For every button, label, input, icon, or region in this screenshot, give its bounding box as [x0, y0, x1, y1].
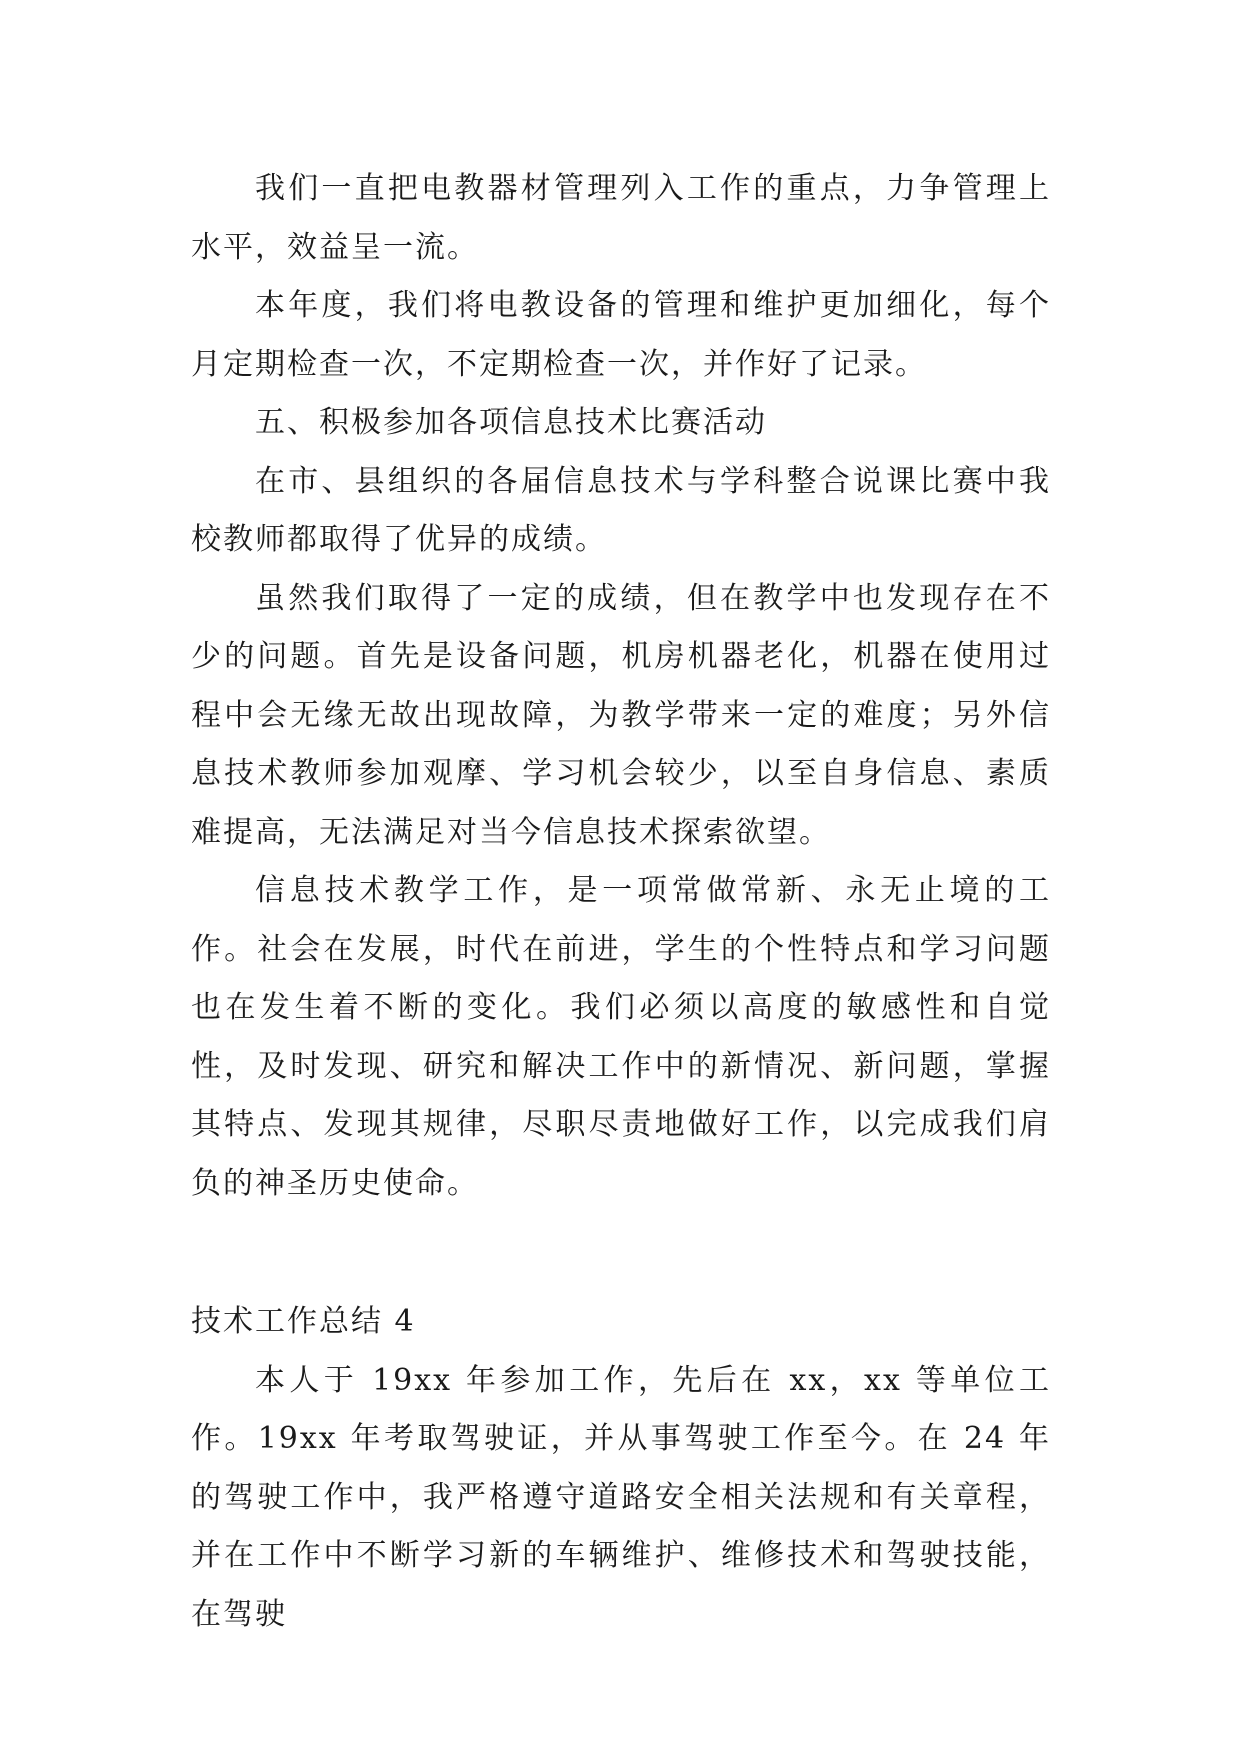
- paragraph: 本年度，我们将电教设备的管理和维护更加细化，每个月定期检查一次，不定期检查一次，并作好了记录。: [191, 288, 1051, 382]
- paragraph: 我们一直把电教器材管理列入工作的重点，力争管理上水平，效益呈一流。: [191, 171, 1051, 265]
- document-body: [191, 160, 1051, 1644]
- paragraph: 在市、县组织的各届信息技术与学科整合说课比赛中我校教师都取得了优异的成绩。: [191, 463, 1051, 557]
- section-title: 技术工作总结 4: [191, 1304, 416, 1339]
- paragraph: 信息技术教学工作，是一项常做常新、永无止境的工作。社会在发展，时代在前进，学生的个性特点和学习问题也在发生着不断的变化。我们必须以高度的敏感性和自觉性，及时发现、研究和解决工作中的新情况、新问题，掌握其特点、发现其规律，尽职尽责地做好工作，以完成我们肩负的神圣历史使命。: [191, 873, 1051, 1201]
- section-heading: 五、积极参加各项信息技术比赛活动: [255, 405, 767, 440]
- paragraph: 本人于 19xx 年参加工作，先后在 xx，xx 等单位工作。19xx 年考取驾驶证，并从事驾驶工作至今。在 24 年的驾驶工作中，我严格遵守道路安全相关法规和有关章程，并在工作中不断学习新的车辆维护、维修技术和驾驶技能，在驾驶: [191, 1362, 1051, 1632]
- paragraph: 虽然我们取得了一定的成绩，但在教学中也发现存在不少的问题。首先是设备问题，机房机器老化，机器在使用过程中会无缘无故出现故障，为教学带来一定的难度；另外信息技术教师参加观摩、学习机会较少，以至自身信息、素质难提高，无法满足对当今信息技术探索欲望。: [191, 580, 1051, 850]
